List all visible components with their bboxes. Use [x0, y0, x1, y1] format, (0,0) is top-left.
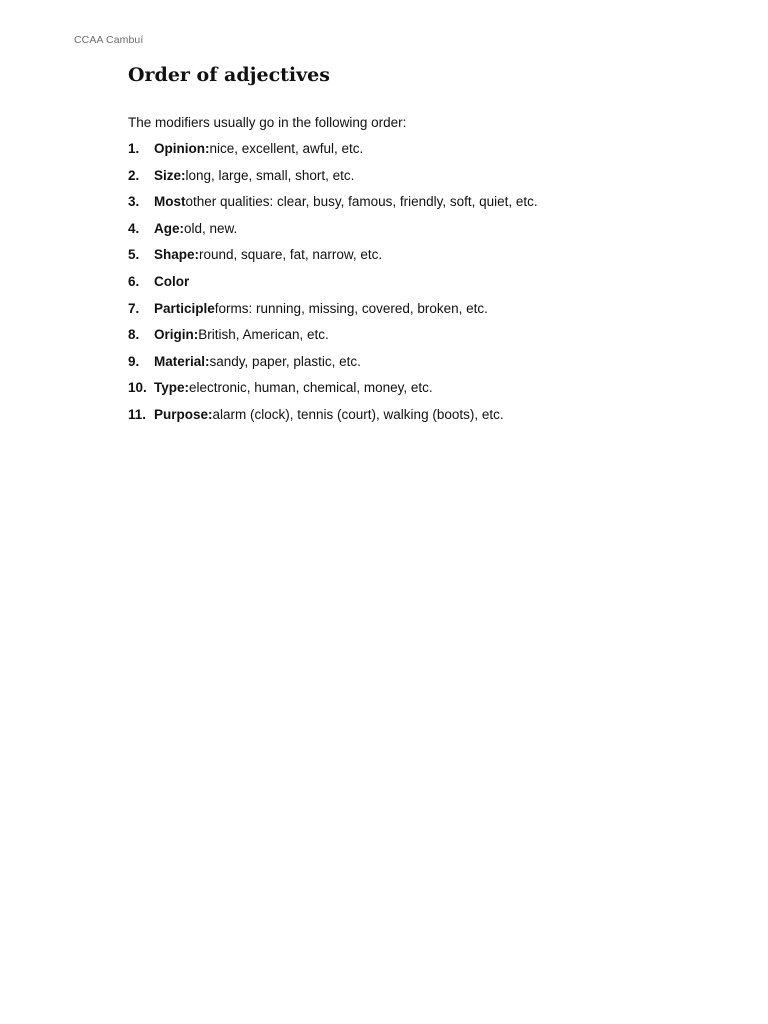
item-label: Material:: [154, 353, 210, 369]
item-number: 6.: [128, 273, 140, 289]
item-examples: electronic, human, chemical, money, etc.: [189, 380, 433, 396]
item-label: Type:: [154, 380, 190, 396]
adjective-order-list: [128, 141, 538, 434]
item-examples: alarm (clock), tennis (court), walking (boots), etc.: [212, 406, 504, 422]
item-label: Participle: [154, 300, 215, 316]
list-item: [128, 194, 538, 221]
item-examples: nice, excellent, awful, etc.: [209, 141, 364, 156]
item-number: 3.: [128, 194, 140, 210]
list-item: [128, 407, 538, 434]
item-label: Shape:: [154, 247, 200, 263]
item-label: Most: [154, 194, 186, 210]
item-number: 2.: [128, 167, 140, 183]
item-examples: long, large, small, short, etc.: [185, 167, 355, 183]
item-label: Color: [154, 273, 190, 289]
list-item: [128, 274, 538, 301]
item-number: 10.: [128, 380, 147, 396]
item-examples: British, American, etc.: [198, 327, 329, 343]
item-examples: forms: running, missing, covered, broken, etc.: [214, 300, 488, 316]
item-number: 7.: [128, 300, 140, 316]
item-examples: round, square, fat, narrow, etc.: [199, 247, 383, 263]
item-label: Purpose:: [154, 406, 213, 422]
item-number: 4.: [128, 220, 140, 236]
item-number: 1.: [128, 141, 140, 156]
item-label: Size:: [154, 167, 186, 183]
page-header: CCAA Cambuí: [74, 34, 144, 46]
list-item: [128, 380, 538, 407]
item-examples: other qualities: clear, busy, famous, friendly, soft, quiet, etc.: [185, 194, 538, 210]
item-number: 9.: [128, 353, 140, 369]
item-number: 11.: [128, 406, 147, 422]
item-examples: sandy, paper, plastic, etc.: [209, 353, 361, 369]
list-item: [128, 247, 538, 274]
list-item: [128, 141, 538, 168]
list-item: [128, 221, 538, 248]
item-label: Origin:: [154, 327, 199, 343]
item-label: Opinion:: [154, 141, 210, 156]
list-item: [128, 327, 538, 354]
list-item: [128, 354, 538, 381]
list-item: [128, 168, 538, 195]
item-label: Age:: [154, 220, 184, 236]
list-item: [128, 301, 538, 328]
intro-text: The modifiers usually go in the following order:: [128, 115, 407, 130]
item-number: 8.: [128, 327, 140, 343]
item-number: 5.: [128, 247, 140, 263]
item-examples: old, new.: [184, 220, 238, 236]
document-title: Order of adjectives: [128, 64, 330, 86]
